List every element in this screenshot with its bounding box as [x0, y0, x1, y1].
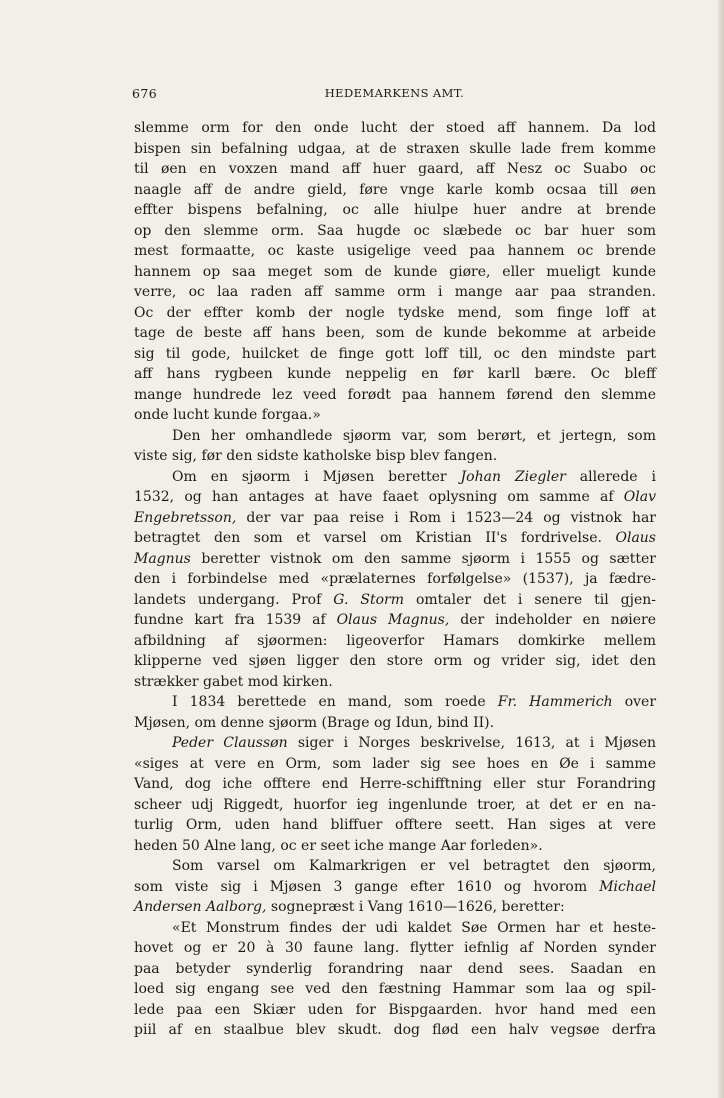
text-line: turlig Orm, uden hand bliffuer offtere seett. Han siges at vere: [134, 817, 656, 833]
text-line: slemme orm for den onde lucht der stoed aff hannem. Da lod: [134, 120, 656, 136]
text-line: Andersen Aalborg, sognepræst i Vang 1610—1626, beretter:: [134, 899, 565, 915]
running-header: [132, 86, 657, 102]
text-line: den i forbindelse med «prælaternes forfølgelse» (1537), ja fædre-: [134, 571, 656, 587]
text-line: «Et Monstrum findes der udi kaldet Søe Ormen har et heste-: [172, 919, 656, 936]
text-line: tage de beste aff hans been, som de kunde bekomme at arbeide: [134, 325, 656, 341]
text-line: bispen sin befalning udgaa, at de straxen skulle lade frem komme: [134, 140, 656, 157]
text-line: effter bispens befalning, oc alle hiulpe huer andre at brende: [134, 202, 656, 218]
text-line: Den her omhandlede sjøorm var, som berørt, et jertegn, som: [172, 427, 656, 444]
text-line: afbildning af sjøormen: ligeoverfor Hamars domkirke mellem: [134, 632, 656, 649]
text-line: onde lucht kunde forgaa.»: [134, 407, 321, 423]
header-title: HEDEMARKENS AMT.: [324, 86, 465, 100]
text-line: landets undergang. Prof G. Storm omtaler det i senere til gjen-: [134, 591, 656, 608]
text-line: hovet og er 20 à 30 faune lang. flytter iefnlig af Norden synder: [134, 940, 656, 956]
text-line: I 1834 berettede en mand, som roede Fr. Hammerich over: [172, 694, 657, 710]
text-line: lede paa een Skiær uden for Bispgaarden. hvor hand med een: [134, 1001, 656, 1018]
text-line: mest formaatte, oc kaste usigelige veed paa hannem oc brende: [134, 243, 656, 259]
text-line: naagle aff de andre gield, føre vnge karle komb ocsaa till øen: [134, 181, 656, 198]
text-line: piil af en staalbue blev skudt. dog flød een halv vegsøe derfra: [134, 1022, 656, 1038]
page-number: 676: [132, 86, 158, 101]
page-edge-shadow: [718, 0, 724, 1098]
text-line: loed sig engang see ved den fæstning Hammar som laa og spil-: [134, 981, 656, 997]
text-line: Oc der effter komb der nogle tydske mend, som finge loff at: [134, 304, 656, 321]
text-line: viste sig, før den sidste katholske bisp blev fangen.: [134, 448, 498, 464]
text-line: «siges at vere en Orm, som lader sig see hoes en Øe i samme: [134, 755, 656, 772]
text-line: paa betyder synderlig forandring naar dend sees. Saadan en: [134, 960, 656, 977]
text-line: Engebretsson, der var paa reise i Rom i 1523—24 og vistnok har: [134, 509, 656, 526]
text-line: 1532, og han antages at have faaet oplysning om samme af Olav: [134, 489, 656, 505]
text-line: aff hans rygbeen kunde neppelig en før karll bære. Oc bleff: [134, 366, 656, 382]
text-line: betragtet den som et varsel om Kristian II's fordrivelse. Olaus: [134, 530, 656, 546]
text-line: heden 50 Alne lang, oc er seet iche mange Aar forleden».: [134, 837, 543, 854]
text-line: fundne kart fra 1539 af Olaus Magnus, der indeholder en nøiere: [134, 612, 656, 628]
text-line: Peder Claussøn siger i Norges beskrivelse, 1613, at i Mjøsen: [172, 735, 657, 751]
text-line: mange hundrede lez veed forødt paa hannem førend den slemme: [134, 386, 656, 403]
text-line: til øen en voxzen mand aff huer gaard, aff Nesz oc Suabo oc: [134, 161, 656, 177]
text-line: sig til gode, huilcket de finge gott loff till, oc den mindste part: [134, 345, 656, 362]
text-line: klipperne ved sjøen ligger den store orm og vrider sig, idet den: [134, 653, 656, 669]
text-line: som viste sig i Mjøsen 3 gange efter 1610 og hvorom Michael: [134, 878, 656, 895]
body-text: [134, 118, 656, 1041]
text-line: Mjøsen, om denne sjøorm (Brage og Idun, bind II).: [134, 714, 495, 731]
text-line: verre, oc laa raden aff samme orm i mange aar paa stranden.: [134, 284, 656, 300]
text-line: strækker gabet mod kirken.: [134, 673, 333, 690]
text-line: op den slemme orm. Saa hugde oc slæbede oc bar huer som: [134, 222, 656, 239]
text-line: Som varsel om Kalmarkrigen er vel betragtet den sjøorm,: [172, 858, 656, 874]
text-line: Magnus beretter vistnok om den samme sjøorm i 1555 og sætter: [134, 550, 656, 567]
text-line: scheer udj Riggedt, huorfor ieg ingenlunde troer, at det er en na-: [134, 796, 656, 813]
text-line: Om en sjøorm i Mjøsen beretter Johan Ziegler allerede i: [172, 468, 656, 485]
text-line: Vand, dog iche offtere end Herre-schifftning eller stur Forandring: [134, 776, 656, 792]
text-line: hannem op saa meget som de kunde giøre, eller mueligt kunde: [134, 263, 656, 280]
